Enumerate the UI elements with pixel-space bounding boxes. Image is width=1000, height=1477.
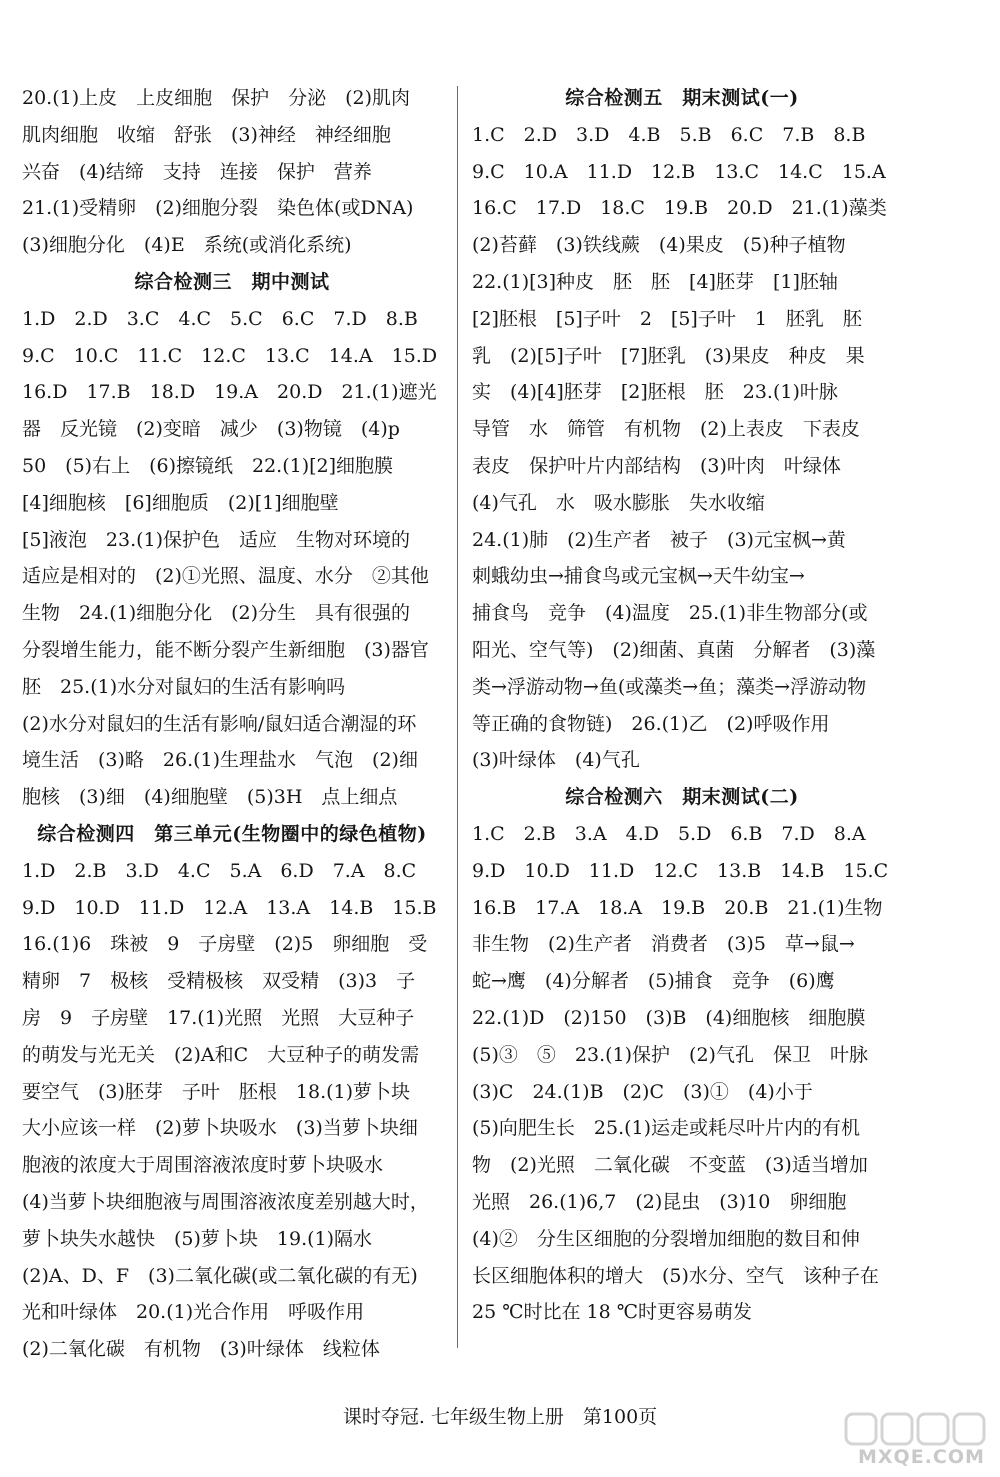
section-heading: 综合检测四 第三单元(生物圈中的绿色植物) <box>37 822 427 845</box>
answer-line: (3)叶绿体 (4)气孔 <box>472 749 640 772</box>
section-heading: 综合检测三 期中测试 <box>134 270 330 293</box>
answer-line: (5)③ ⑤ 23.(1)保护 (2)气孔 保卫 叶脉 <box>472 1043 868 1066</box>
answer-line: 16.(1)6 珠被 9 子房壁 (2)5 卵细胞 受 <box>22 933 428 956</box>
answer-line: (2)水分对鼠妇的生活有影响/鼠妇适合潮湿的环 <box>22 712 417 735</box>
answer-line: 适应是相对的 (2)①光照、温度、水分 ②其他 <box>22 565 429 588</box>
answer-line: (2)苔藓 (3)铁线蕨 (4)果皮 (5)种子植物 <box>472 234 846 257</box>
section-heading: 综合检测六 期末测试(二) <box>565 786 799 809</box>
answer-line: 21.(1)受精卵 (2)细胞分裂 染色体(或DNA) <box>22 197 414 220</box>
answer-line: 捕食鸟 竞争 (4)温度 25.(1)非生物部分(或 <box>472 602 868 625</box>
answer-line: 9.C 10.A 11.D 12.B 13.C 14.C 15.A <box>472 160 886 183</box>
answer-line: 22.(1)[3]种皮 胚 胚 [4]胚芽 [1]胚轴 <box>472 270 838 293</box>
answer-line: 等正确的食物链) 26.(1)乙 (2)呼吸作用 <box>472 712 830 735</box>
answer-line: 要空气 (3)胚芽 子叶 胚根 18.(1)萝卜块 <box>22 1080 411 1103</box>
answer-line: [4]细胞核 [6]细胞质 (2)[1]细胞壁 <box>22 491 339 514</box>
answer-line: 生物 24.(1)细胞分化 (2)分生 具有很强的 <box>22 602 411 625</box>
right-column <box>472 80 892 1331</box>
answer-line: 乳 (2)[5]子叶 [7]胚乳 (3)果皮 种皮 果 <box>472 344 865 367</box>
answer-line: 16.D 17.B 18.D 19.A 20.D 21.(1)遮光 <box>22 381 437 404</box>
answer-line: 房 9 子房壁 17.(1)光照 光照 大豆种子 <box>22 1006 415 1029</box>
answer-line: 的萌发与光无关 (2)A和C 大豆种子的萌发需 <box>22 1043 420 1066</box>
column-divider <box>457 86 458 1348</box>
answer-line: 胞液的浓度大于周围溶液浓度时萝卜块吸水 <box>22 1154 384 1177</box>
answer-line: 9.D 10.D 11.D 12.A 13.A 14.B 15.B <box>22 896 437 919</box>
answer-line: 器 反光镜 (2)变暗 减少 (3)物镜 (4)p <box>22 418 400 441</box>
answer-line: 25 ℃时比在 18 ℃时更容易萌发 <box>472 1301 752 1324</box>
answer-line: 长区细胞体积的增大 (5)水分、空气 该种子在 <box>472 1264 879 1287</box>
answer-line: 22.(1)D (2)150 (3)B (4)细胞核 细胞膜 <box>472 1006 866 1029</box>
answer-line: 20.(1)上皮 上皮细胞 保护 分泌 (2)肌肉 <box>22 87 411 109</box>
answer-line: 16.B 17.A 18.A 19.B 20.B 21.(1)生物 <box>472 896 883 919</box>
answer-line: 阳光、空气等) (2)细菌、真菌 分解者 (3)藻 <box>472 638 876 661</box>
answer-line: 蛇→鹰 (4)分解者 (5)捕食 竞争 (6)鹰 <box>472 970 835 993</box>
watermark-logo <box>838 1412 988 1470</box>
answer-line: 刺蛾幼虫→捕食鸟或元宝枫→天牛幼宝→ <box>472 565 805 588</box>
answer-line: 9.C 10.C 11.C 12.C 13.C 14.A 15.D <box>22 344 438 367</box>
answer-line: 9.D 10.D 11.D 12.C 13.B 14.B 15.C <box>472 859 889 882</box>
answer-line: 胞核 (3)细 (4)细胞壁 (5)3H 点上细点 <box>22 786 398 809</box>
answer-line: 非生物 (2)生产者 消费者 (3)5 草→鼠→ <box>472 933 855 956</box>
section-heading: 综合检测五 期末测试(一) <box>565 87 799 109</box>
answer-line: 分裂增生能力，能不断分裂产生新细胞 (3)器官 <box>22 638 429 661</box>
answer-line: 大小应该一样 (2)萝卜块吸水 (3)当萝卜块细 <box>22 1117 418 1140</box>
answer-line: (4)气孔 水 吸水膨胀 失水收缩 <box>472 491 765 514</box>
answer-line: 24.(1)肺 (2)生产者 被子 (3)元宝枫→黄 <box>472 528 846 551</box>
answer-line: 表皮 保护叶片内部结构 (3)叶肉 叶绿体 <box>472 454 841 477</box>
answer-line: 实 (4)[4]胚芽 [2]胚根 胚 23.(1)叶脉 <box>472 381 838 404</box>
answer-line: 导管 水 筛管 有机物 (2)上表皮 下表皮 <box>472 418 860 441</box>
answer-line: [5]液泡 23.(1)保护色 适应 生物对环境的 <box>22 528 411 551</box>
answer-line: (4)② 分生区细胞的分裂增加细胞的数目和伸 <box>472 1227 860 1250</box>
answer-line: 兴奋 (4)结缔 支持 连接 保护 营养 <box>22 160 372 183</box>
answer-line: 类→浮游动物→鱼(或藻类→鱼；藻类→浮游动物 <box>472 675 867 698</box>
answer-line: 50 (5)右上 (6)擦镜纸 22.(1)[2]细胞膜 <box>22 454 394 477</box>
answer-line: (4)当萝卜块细胞液与周围溶液浓度差别越大时， <box>22 1190 429 1213</box>
answer-line: 16.C 17.D 18.C 19.B 20.D 21.(1)藻类 <box>472 197 887 220</box>
answer-line: 萝卜块失水越快 (5)萝卜块 19.(1)隔水 <box>22 1227 373 1250</box>
answer-line: 1.D 2.B 3.D 4.C 5.A 6.D 7.A 8.C <box>22 859 417 882</box>
answer-line: (5)向肥生长 25.(1)运走或耗尽叶片内的有机 <box>472 1117 861 1140</box>
answer-line: 精卵 7 极核 受精极核 双受精 (3)3 子 <box>22 970 416 993</box>
answer-line: 光照 26.(1)6,7 (2)昆虫 (3)10 卵细胞 <box>472 1190 847 1213</box>
answer-line: (3)细胞分化 (4)E 系统(或消化系统) <box>22 234 352 257</box>
answer-line: 境生活 (3)略 26.(1)生理盐水 气泡 (2)细 <box>22 749 418 772</box>
answer-line: [2]胚根 [5]子叶 2 [5]子叶 1 胚乳 胚 <box>472 307 862 330</box>
answer-line: 1.D 2.D 3.C 4.C 5.C 6.C 7.D 8.B <box>22 307 418 330</box>
answer-line: (2)A、D、F (3)二氧化碳(或二氧化碳的有无) <box>22 1264 418 1287</box>
answer-line: (2)二氧化碳 有机物 (3)叶绿体 线粒体 <box>22 1338 380 1361</box>
page-footer: 课时夺冠. 七年级生物上册 第100页 <box>342 1406 658 1428</box>
answer-line: 1.C 2.D 3.D 4.B 5.B 6.C 7.B 8.B <box>472 123 866 146</box>
left-column <box>22 80 442 1368</box>
watermark-text: MXQE.COM <box>858 1446 985 1468</box>
answer-line: 胚 25.(1)水分对鼠妇的生活有影响吗 <box>22 675 346 698</box>
answer-line: 肌肉细胞 收缩 舒张 (3)神经 神经细胞 <box>22 123 391 146</box>
answer-line: (3)C 24.(1)B (2)C (3)① (4)小于 <box>472 1080 813 1103</box>
answer-line: 光和叶绿体 20.(1)光合作用 呼吸作用 <box>22 1301 365 1324</box>
answer-line: 物 (2)光照 二氧化碳 不变蓝 (3)适当增加 <box>472 1154 868 1177</box>
answer-line: 1.C 2.B 3.A 4.D 5.D 6.B 7.D 8.A <box>472 822 866 845</box>
